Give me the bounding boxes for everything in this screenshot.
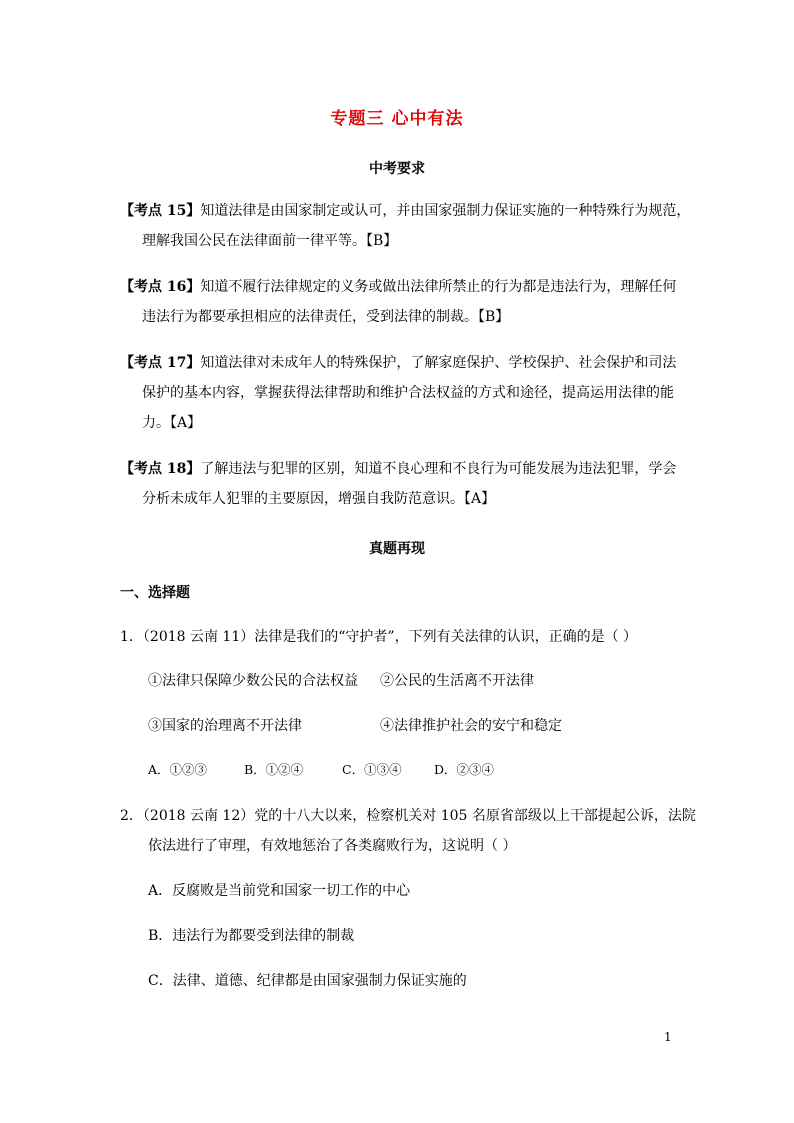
requirement-text: 知道法律是由国家制定或认可，并由国家强制力保证实施的一种特殊行为规范，	[200, 203, 691, 219]
question-1-statement: ③国家的治理离不开法律	[148, 718, 302, 734]
requirement-text: 理解我国公民在法律面前一律平等。【B】	[142, 233, 398, 249]
requirement-text: 违法行为都要承担相应的法律责任，受到法律的制裁。【B】	[142, 309, 510, 325]
question-2-stem: 2．（2018 云南 12）党的十八大以来，检察机关对 105 名原省部级以上干部提起公诉，法院	[120, 808, 696, 824]
document-title: 专题三 心中有法	[330, 109, 464, 129]
past-exams-heading: 真题再现	[369, 541, 425, 557]
requirement-text: 力。【A】	[142, 415, 202, 431]
requirement-item	[120, 348, 700, 438]
question-1-option-a: A．①②③	[148, 762, 208, 777]
question-2-option-a: A．反腐败是当前党和国家一切工作的中心	[148, 883, 411, 899]
requirement-tag: 【考点 15】	[120, 203, 201, 219]
question-1-statement: ②公民的生活离不开法律	[380, 673, 534, 689]
requirement-tag: 【考点 16】	[120, 279, 201, 295]
question-1-statement: ①法律只保障少数公民的合法权益	[148, 673, 358, 689]
requirement-item	[120, 272, 700, 332]
requirement-text: 知道法律对未成年人的特殊保护，了解家庭保护、学校保护、社会保护和司法	[200, 355, 677, 371]
question-2-option-c: C．法律、道德、纪律都是由国家强制力保证实施的	[148, 973, 467, 989]
requirement-item	[120, 196, 700, 256]
question-1-option-c: C．①③④	[342, 762, 402, 777]
requirement-text: 分析未成年人犯罪的主要原因，增强自我防范意识。【A】	[142, 491, 496, 507]
question-1-option-b: B．①②④	[244, 762, 304, 777]
question-2-option-b: B．违法行为都要受到法律的制裁	[148, 928, 355, 944]
requirement-tag: 【考点 17】	[120, 355, 201, 371]
requirement-item	[120, 454, 700, 514]
question-1-stem: 1．（2018 云南 11）法律是我们的“守护者”，下列有关法律的认识，正确的是（ ）	[120, 629, 638, 645]
page-number: 1	[664, 1030, 672, 1044]
requirement-text: 知道不履行法律规定的义务或做出法律所禁止的行为都是违法行为，理解任何	[200, 279, 677, 295]
question-1-statement: ④法律推护社会的安宁和稳定	[380, 718, 562, 734]
question-2-stem: 依法进行了审理，有效地惩治了各类腐败行为，这说明（ ）	[148, 838, 517, 854]
part-one-heading: 一、选择题	[120, 585, 190, 601]
requirements-heading: 中考要求	[369, 161, 425, 177]
requirement-text: 了解违法与犯罪的区别，知道不良心理和不良行为可能发展为违法犯罪，学会	[200, 461, 677, 477]
question-1-option-d: D．②③④	[434, 762, 495, 777]
requirement-text: 保护的基本内容，掌握获得法律帮助和维护合法权益的方式和途径，提高运用法律的能	[142, 385, 674, 401]
requirement-tag: 【考点 18】	[120, 461, 201, 477]
